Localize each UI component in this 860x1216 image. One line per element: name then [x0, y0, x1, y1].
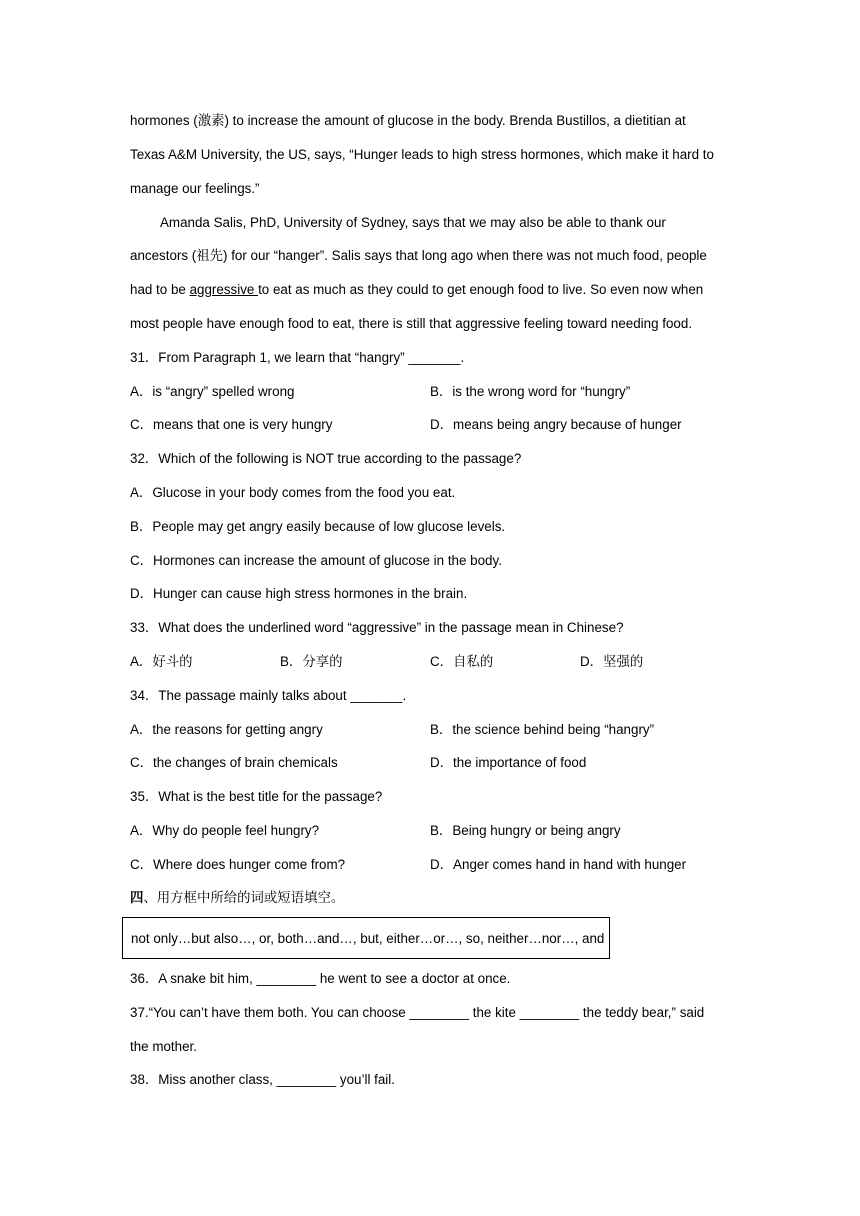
question-35-option-b: B．Being hungry or being angry — [430, 823, 621, 838]
question-38: 38．Miss another class, ________ you’ll fail. — [130, 1072, 395, 1087]
question-33-stem: 33．What does the underlined word “aggressive” in the passage mean in Chinese? — [130, 620, 624, 635]
passage-text: to eat as much as they could to get enough food to live. So even now when — [258, 282, 704, 297]
question-31-option-d: D．means being angry because of hunger — [430, 417, 682, 432]
question-37: 37.“You can’t have them both. You can choose ________ the kite ________ the teddy bear,” said — [130, 1005, 705, 1020]
passage-line: Amanda Salis, PhD, University of Sydney, says that we may also be able to thank our — [160, 215, 666, 230]
question-34-option-d: D．the importance of food — [430, 755, 587, 770]
question-31-option-b: B．is the wrong word for “hungry” — [430, 384, 631, 399]
passage-line: ancestors (祖先) for our “hanger”. Salis says that long ago when there was not much food, people — [130, 248, 707, 263]
question-32-option-d: D．Hunger can cause high stress hormones in the brain. — [130, 586, 468, 601]
section-4-heading — [130, 889, 344, 907]
question-35-stem: 35．What is the best title for the passage? — [130, 789, 383, 804]
word-bank-box — [122, 917, 610, 959]
question-34-stem: 34．The passage mainly talks about _______. — [130, 688, 407, 703]
question-33-option-c: C．自私的 — [430, 654, 494, 669]
question-33-option-d: D．坚强的 — [580, 654, 644, 669]
question-32-stem: 32．Which of the following is NOT true according to the passage? — [130, 451, 522, 466]
question-35-option-c: C．Where does hunger come from? — [130, 857, 346, 872]
question-37-continued: the mother. — [130, 1039, 197, 1054]
question-31-option-a: A．is “angry” spelled wrong — [130, 384, 295, 399]
underlined-word-aggressive: aggressive — [189, 282, 259, 297]
question-35-option-d: D．Anger comes hand in hand with hunger — [430, 857, 687, 872]
question-34-option-c: C．the changes of brain chemicals — [130, 755, 338, 770]
question-34-option-b: B．the science behind being “hangry” — [430, 722, 655, 737]
question-33-option-b: B．分享的 — [280, 654, 343, 669]
section-4-instruction: 、用方框中所给的词或短语填空。 — [143, 890, 345, 905]
passage-line: hormones (激素) to increase the amount of glucose in the body. Brenda Bustillos, a dietitian at — [130, 113, 686, 128]
question-32-option-a: A．Glucose in your body comes from the food you eat. — [130, 485, 456, 500]
question-36: 36．A snake bit him, ________ he went to see a doctor at once. — [130, 971, 511, 986]
question-34-option-a: A．the reasons for getting angry — [130, 722, 323, 737]
passage-line — [130, 281, 703, 299]
word-bank-text: not only…but also…, or, both…and…, but, either…or…, so, neither…nor…, and — [131, 931, 605, 946]
question-35-option-a: A．Why do people feel hungry? — [130, 823, 320, 838]
question-31-option-c: C．means that one is very hungry — [130, 417, 333, 432]
question-33-option-a: A．好斗的 — [130, 654, 193, 669]
question-32-option-b: B．People may get angry easily because of low glucose levels. — [130, 519, 506, 534]
passage-line: most people have enough food to eat, there is still that aggressive feeling toward needing food. — [130, 316, 693, 331]
section-4-number: 四 — [130, 890, 144, 905]
question-32-option-c: C．Hormones can increase the amount of glucose in the body. — [130, 553, 502, 568]
question-31-stem: 31．From Paragraph 1, we learn that “hangry” _______. — [130, 350, 465, 365]
passage-line: manage our feelings.” — [130, 181, 260, 196]
passage-text: had to be — [130, 282, 190, 297]
passage-line: Texas A&M University, the US, says, “Hunger leads to high stress hormones, which make it hard to — [130, 147, 714, 162]
